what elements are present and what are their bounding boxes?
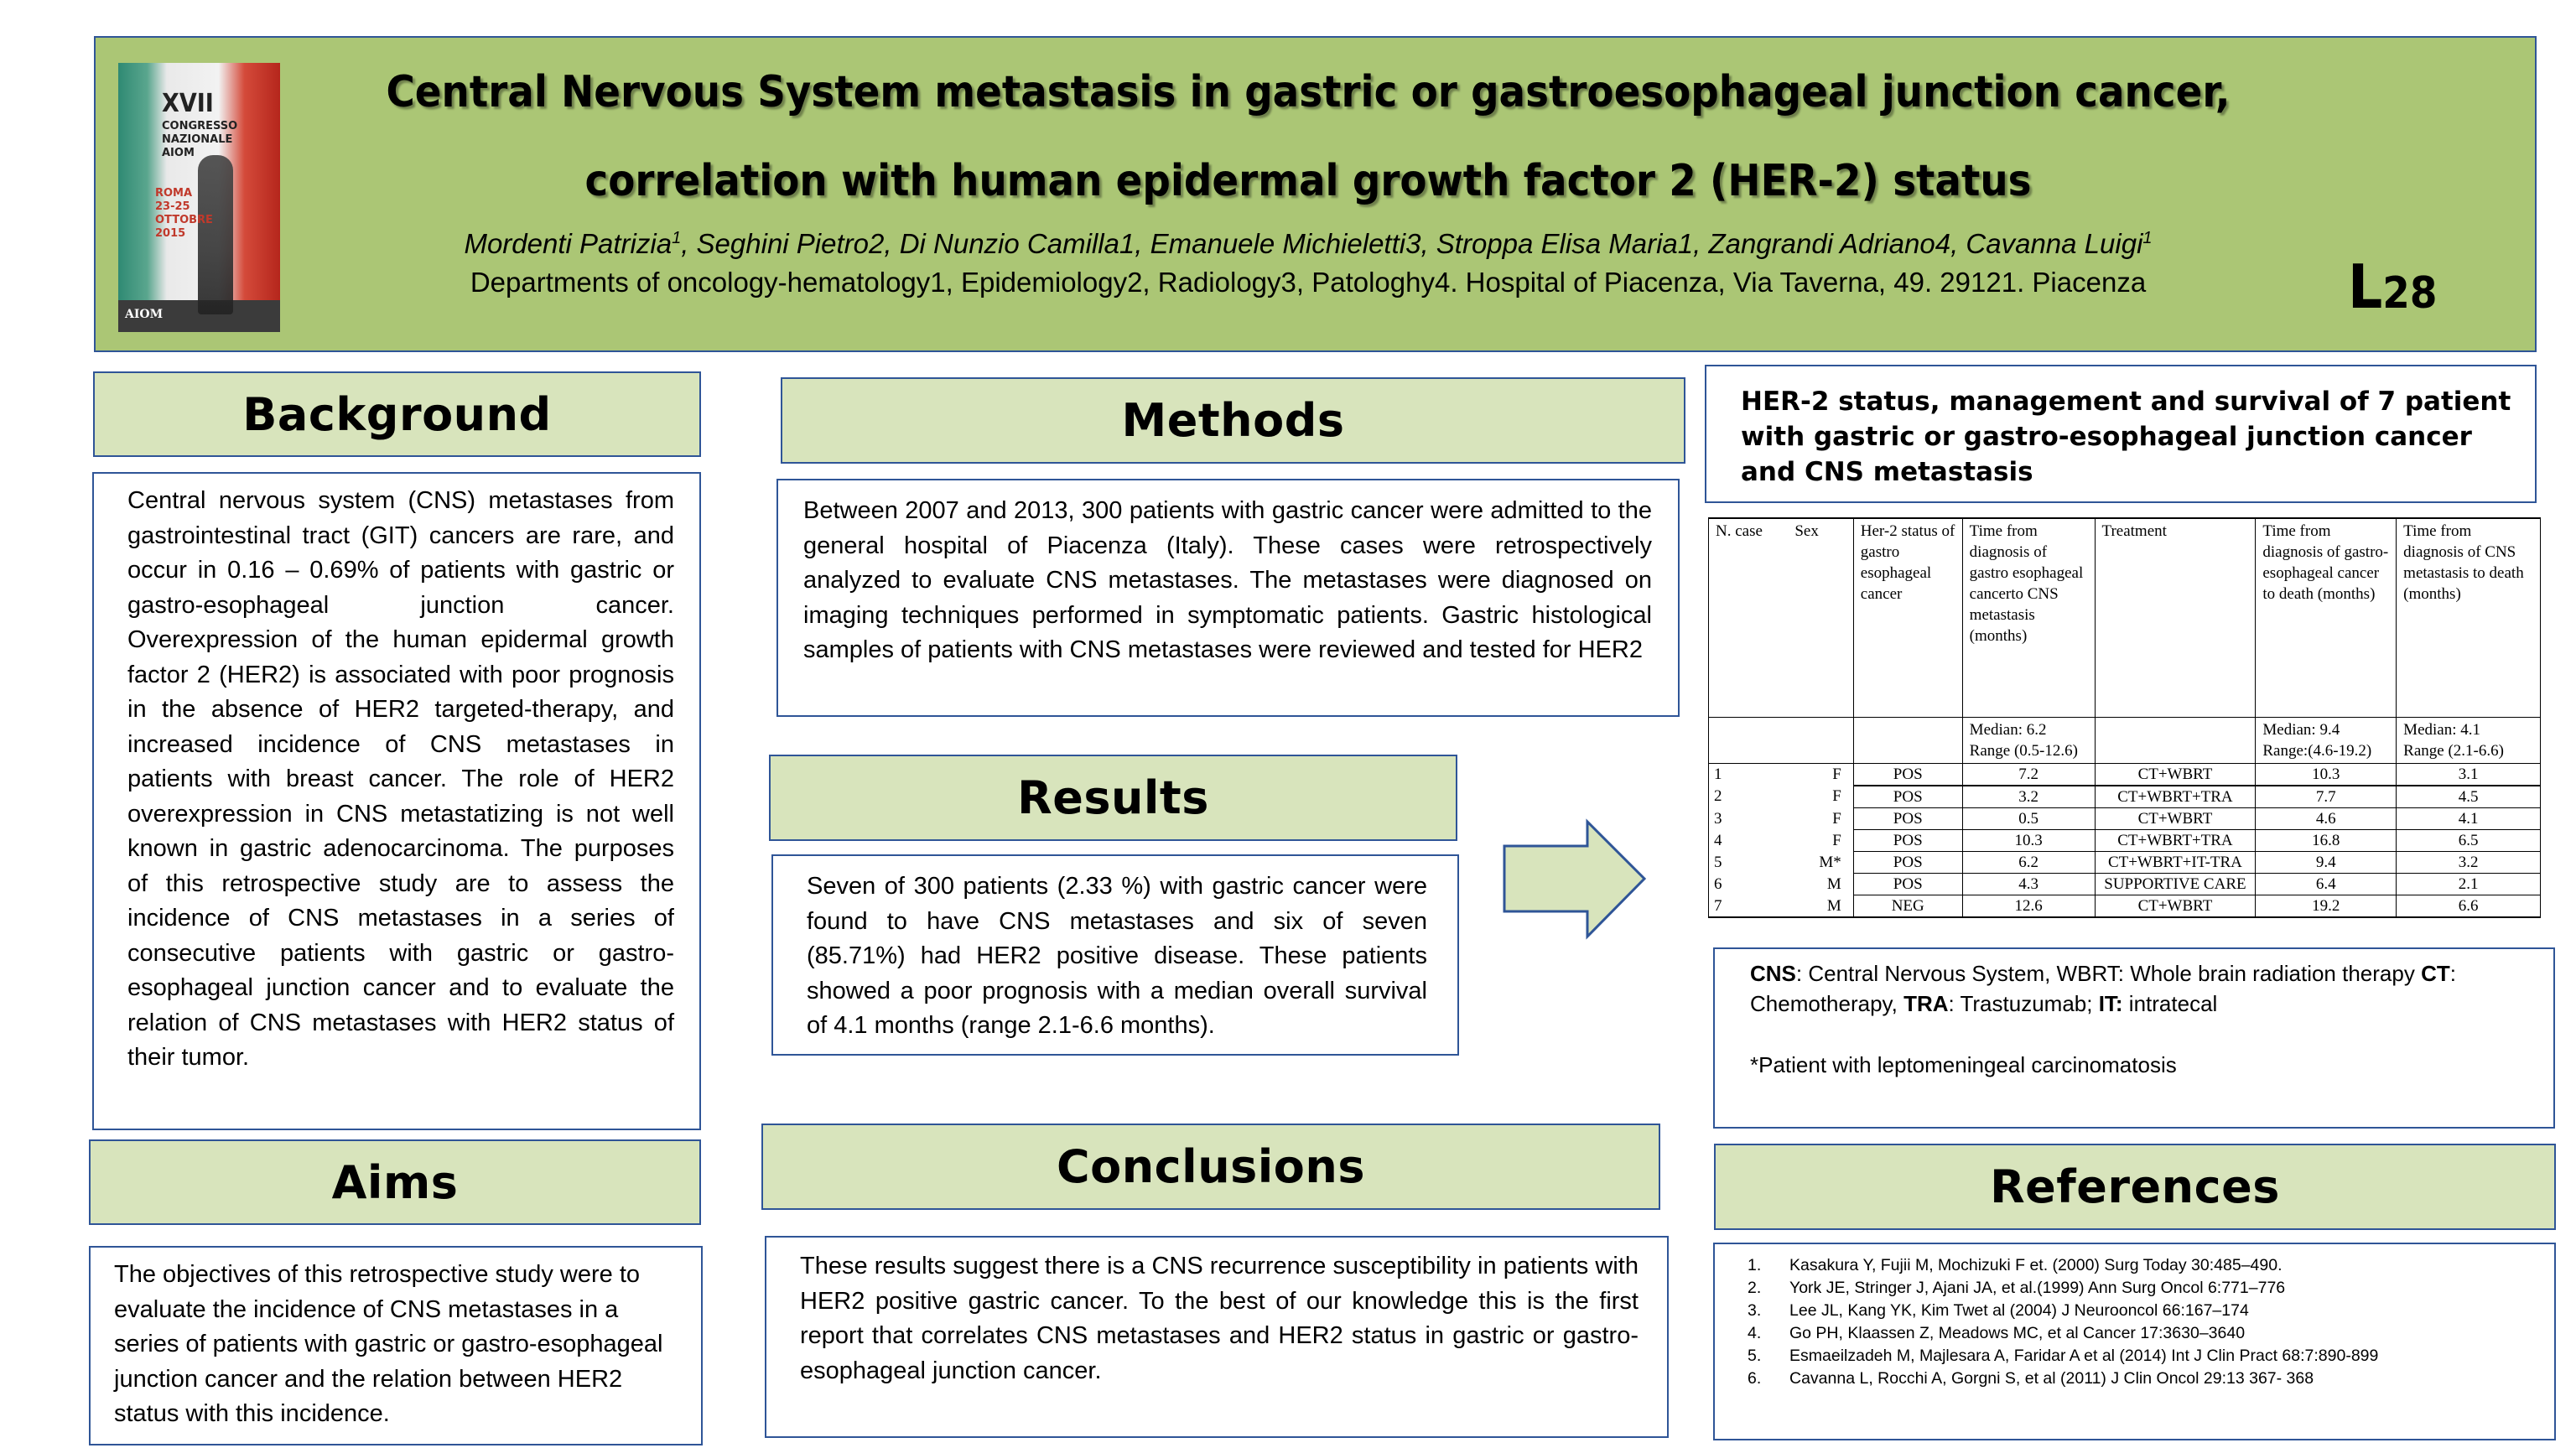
cell-case: 2 — [1709, 786, 1789, 808]
cell-her2: POS — [1853, 874, 1962, 895]
summary-cns-range: Range (2.1-6.6) — [2403, 742, 2504, 760]
reference-text: Esmaeilzadeh M, Majlesara A, Faridar A et al (2014) Int J Clin Pract 68:7:890-899 — [1789, 1347, 2379, 1365]
cell-time-to-cns: 3.2 — [1962, 786, 2095, 808]
table-row — [1709, 764, 2541, 786]
table-row — [1709, 874, 2541, 895]
summary-ttm — [1962, 718, 2095, 764]
abbr-def: intratecal — [2122, 991, 2218, 1016]
author-affil-sup: 1 — [2142, 229, 2153, 247]
aims-title-box — [89, 1139, 701, 1225]
table-row — [1709, 786, 2541, 808]
methods-text: Between 2007 and 2013, 300 patients with gastric cancer were admitted to the general hospital of Piacenza (Italy). These cases were retrospectively analyzed to evaluate CNS metastases. The metastases were diagnosed on imaging techniques performed in symptomatic patients. Gastric histological samples of patients with CNS metastases were reviewed and tested for HER2 — [803, 497, 1652, 663]
cell-treatment: CT+WBRT+TRA — [2095, 786, 2256, 808]
abbr-term: TRA — [1903, 991, 1949, 1016]
author-part: , Seghini Pietro2, Di Nunzio Camilla1, Emanuele Michieletti3, Stroppa Elisa Maria1, Zangrandi Adriano4, Cavanna Luigi — [681, 228, 2143, 259]
col-header-sex: Sex — [1788, 518, 1853, 718]
conclusions-body-box — [765, 1236, 1669, 1438]
cell-cns-to-death: 6.6 — [2397, 895, 2541, 918]
col-header-treatment: Treatment — [2095, 518, 2256, 718]
col-header-cns-to-death: Time from diagnosis of CNS metastasis to death (months) — [2397, 518, 2541, 718]
cell-time-to-death: 4.6 — [2256, 808, 2397, 830]
reference-item — [1748, 1322, 2544, 1345]
patient-table — [1708, 517, 2541, 918]
congress-name: CONGRESSO NAZIONALE AIOM — [162, 120, 238, 159]
cell-sex: M* — [1788, 852, 1853, 874]
summary-ttm-range: Range (0.5-12.6) — [1969, 742, 2078, 760]
table-summary-row — [1709, 718, 2541, 764]
cell-time-to-death: 19.2 — [2256, 895, 2397, 918]
poster-code-letter: L — [2348, 252, 2383, 322]
reference-text: York JE, Stringer J, Ajani JA, et al.(1999) Ann Surg Oncol 6:771–776 — [1789, 1279, 2286, 1297]
aims-body-box — [89, 1246, 703, 1445]
cell-treatment: CT+WBRT — [2095, 808, 2256, 830]
cell-sex: M — [1788, 895, 1853, 918]
cell-treatment: CT+WBRT+TRA — [2095, 830, 2256, 852]
cell-cns-to-death: 6.5 — [2397, 830, 2541, 852]
cell-her2: NEG — [1853, 895, 1962, 918]
cell-cns-to-death: 3.2 — [2397, 852, 2541, 874]
cell-sex: F — [1788, 764, 1853, 786]
reference-text: Cavanna L, Rocchi A, Gorgni S, et al (2011) J Clin Oncol 29:13 367- 368 — [1789, 1369, 2314, 1388]
references-title-box — [1714, 1144, 2556, 1230]
empty-cell — [2095, 718, 2256, 764]
cell-case: 1 — [1709, 764, 1789, 786]
summary-os-range: Range:(4.6-19.2) — [2262, 742, 2372, 760]
col-header-case: N. case — [1709, 518, 1789, 718]
background-text: Central nervous system (CNS) metastases from gastrointestinal tract (GIT) cancers are rare, and occur in 0.16 – 0.69% of patients with gastric or gastro-esophageal junction cancer. Overexpression of the human epidermal growth factor 2 (HER2) is associated with poor prognosis in the absence of HER2 targeted-therapy, and increased incidence of CNS metastases in patients with breast cancer. The role of HER2 overexpression in CNS metastatizing is not well known in gastric adenocarcinoma. The purposes of this retrospective study are to assess the incidence of CNS metastases in a series of consecutive patients with gastric or gastro-esophageal junction cancer and to evaluate the relation of CNS metastases with HER2 status of their tumor. — [127, 487, 674, 1071]
cell-her2: POS — [1853, 830, 1962, 852]
empty-cell — [1788, 718, 1853, 764]
table-row — [1709, 852, 2541, 874]
background-title: Background — [242, 387, 552, 441]
cell-time-to-death: 7.7 — [2256, 786, 2397, 808]
reference-item — [1748, 1300, 2544, 1322]
affiliations: Departments of oncology-hematology1, Epidemiology2, Radiology3, Patologhy4. Hospital of Piacenza, Via Taverna, 49. 29121. Piacenza — [470, 267, 2147, 298]
results-title-box — [769, 755, 1457, 841]
empty-cell — [1853, 718, 1962, 764]
summary-cns-median: Median: 4.1 — [2403, 721, 2480, 739]
reference-number: 3. — [1748, 1301, 1762, 1320]
cell-time-to-death: 16.8 — [2256, 830, 2397, 852]
cell-time-to-cns: 4.3 — [1962, 874, 2095, 895]
congress-numeral: XVII — [162, 89, 214, 118]
poster-title-line-2: correlation with human epidermal growth factor 2 (HER-2) status — [584, 156, 2032, 206]
empty-cell — [1709, 718, 1789, 764]
cell-her2: POS — [1853, 808, 1962, 830]
results-title: Results — [1017, 771, 1209, 824]
conclusions-title: Conclusions — [1057, 1140, 1365, 1193]
abbr-def: : Trastuzumab; — [1948, 991, 2099, 1016]
col-header-time-to-cns: Time from diagnosis of gastro esophageal cancerto CNS metastasis (months) — [1962, 518, 2095, 718]
cell-cns-to-death: 4.1 — [2397, 808, 2541, 830]
methods-title: Methods — [1121, 394, 1345, 447]
cell-her2: POS — [1853, 786, 1962, 808]
cell-time-to-cns: 10.3 — [1962, 830, 2095, 852]
aiom-logo: AIOM — [125, 308, 164, 321]
reference-number: 2. — [1748, 1279, 1762, 1297]
poster-title-line-1: Central Nervous System metastasis in gastric or gastroesophageal junction cancer, — [386, 67, 2231, 117]
results-text: Seven of 300 patients (2.33 %) with gastric cancer were found to have CNS metastases and six of seven (85.71%) had HER2 positive disease. These patients showed a poor prognosis with a median overall survival of 4.1 months (range 2.1-6.6 months). — [807, 873, 1427, 1039]
reference-text: Go PH, Klaassen Z, Meadows MC, et al Cancer 17:3630–3640 — [1789, 1324, 2246, 1342]
aims-text: The objectives of this retrospective study were to evaluate the incidence of CNS metastases in a series of patients with gastric or gastro-esophageal junction cancer and the relation between HER2 status with this incidence. — [114, 1261, 663, 1427]
summary-ttm-median: Median: 6.2 — [1969, 721, 2047, 739]
cell-case: 7 — [1709, 895, 1789, 918]
cell-time-to-cns: 6.2 — [1962, 852, 2095, 874]
table-title: HER-2 status, management and survival of 7 patient with gastric or gastro-esophageal junction cancer and CNS metastasis — [1741, 387, 2511, 487]
cell-sex: F — [1788, 808, 1853, 830]
cell-cns-to-death: 3.1 — [2397, 764, 2541, 786]
methods-body-box — [776, 479, 1680, 717]
table-row — [1709, 830, 2541, 852]
congress-poster-image — [118, 63, 280, 332]
reference-item — [1748, 1345, 2544, 1368]
abbreviations-text — [1750, 958, 2538, 1019]
cell-sex: F — [1788, 830, 1853, 852]
reference-item — [1748, 1277, 2544, 1300]
cell-case: 5 — [1709, 852, 1789, 874]
author-part: Mordenti Patrizia — [464, 228, 673, 259]
cell-case: 6 — [1709, 874, 1789, 895]
table-body — [1709, 764, 2541, 918]
asterisk-note: *Patient with leptomeningeal carcinomatosis — [1750, 1052, 2177, 1077]
conclusions-title-box — [761, 1124, 1660, 1210]
cell-her2: POS — [1853, 764, 1962, 786]
col-header-her2: Her-2 status of gastro esophageal cancer — [1853, 518, 1962, 718]
cell-time-to-cns: 7.2 — [1962, 764, 2095, 786]
reference-item — [1748, 1368, 2544, 1390]
reference-number: 4. — [1748, 1324, 1762, 1342]
results-body-box — [771, 854, 1459, 1056]
cell-time-to-death: 6.4 — [2256, 874, 2397, 895]
table-row — [1709, 895, 2541, 918]
abbr-term: IT: — [2098, 991, 2123, 1016]
background-title-box — [93, 371, 701, 457]
reference-number: 5. — [1748, 1347, 1762, 1365]
conclusions-text: These results suggest there is a CNS recurrence susceptibility in patients with HER2 positive gastric cancer. To the best of our knowledge this is the first report that correlates CNS metastases and HER2 status in gastric or gastro-esophageal junction cancer. — [800, 1253, 1639, 1384]
cell-case: 3 — [1709, 808, 1789, 830]
background-body-box — [92, 472, 701, 1130]
cell-time-to-death: 10.3 — [2256, 764, 2397, 786]
cell-cns-to-death: 2.1 — [2397, 874, 2541, 895]
table-row — [1709, 808, 2541, 830]
abbr-term: CNS — [1750, 961, 1796, 986]
poster-code-number: 28 — [2382, 268, 2438, 319]
cell-treatment: CT+WBRT — [2095, 764, 2256, 786]
cell-treatment: CT+WBRT+IT-TRA — [2095, 852, 2256, 874]
summary-cns — [2397, 718, 2541, 764]
reference-text: Lee JL, Kang YK, Kim Twet al (2004) J Neurooncol 66:167–174 — [1789, 1301, 2249, 1320]
summary-os — [2256, 718, 2397, 764]
cell-treatment: SUPPORTIVE CARE — [2095, 874, 2256, 895]
reference-number: 6. — [1748, 1369, 1762, 1388]
right-arrow-icon — [1501, 818, 1649, 940]
table-header-row — [1709, 518, 2541, 718]
summary-os-median: Median: 9.4 — [2262, 721, 2340, 739]
cell-sex: F — [1788, 786, 1853, 808]
references-title: References — [1990, 1160, 2280, 1213]
cell-time-to-cns: 12.6 — [1962, 895, 2095, 918]
congress-place-date: ROMA 23-25 OTTOBRE 2015 — [155, 187, 213, 240]
col-header-time-to-death: Time from diagnosis of gastro-esophageal cancer to death (months) — [2256, 518, 2397, 718]
cell-case: 4 — [1709, 830, 1789, 852]
cell-sex: M — [1788, 874, 1853, 895]
author-affil-sup: 1 — [672, 229, 682, 247]
methods-title-box — [781, 377, 1685, 464]
cell-time-to-death: 9.4 — [2256, 852, 2397, 874]
references-list — [1748, 1254, 2544, 1390]
cell-her2: POS — [1853, 852, 1962, 874]
cell-cns-to-death: 4.5 — [2397, 786, 2541, 808]
cell-treatment: CT+WBRT — [2095, 895, 2256, 918]
abbr-def: : Chemotherapy, — [1750, 961, 2456, 1016]
abbr-def: : Central Nervous System, WBRT: Whole brain radiation therapy — [1795, 961, 2422, 986]
reference-item — [1748, 1254, 2544, 1277]
cell-time-to-cns: 0.5 — [1962, 808, 2095, 830]
abbr-term: CT — [2421, 961, 2450, 986]
reference-text: Kasakura Y, Fujii M, Mochizuki F et. (2000) Surg Today 30:485–490. — [1789, 1256, 2283, 1274]
authors — [319, 228, 2298, 260]
poster-code — [2348, 252, 2437, 322]
reference-number: 1. — [1748, 1256, 1762, 1274]
aims-title: Aims — [331, 1155, 459, 1209]
